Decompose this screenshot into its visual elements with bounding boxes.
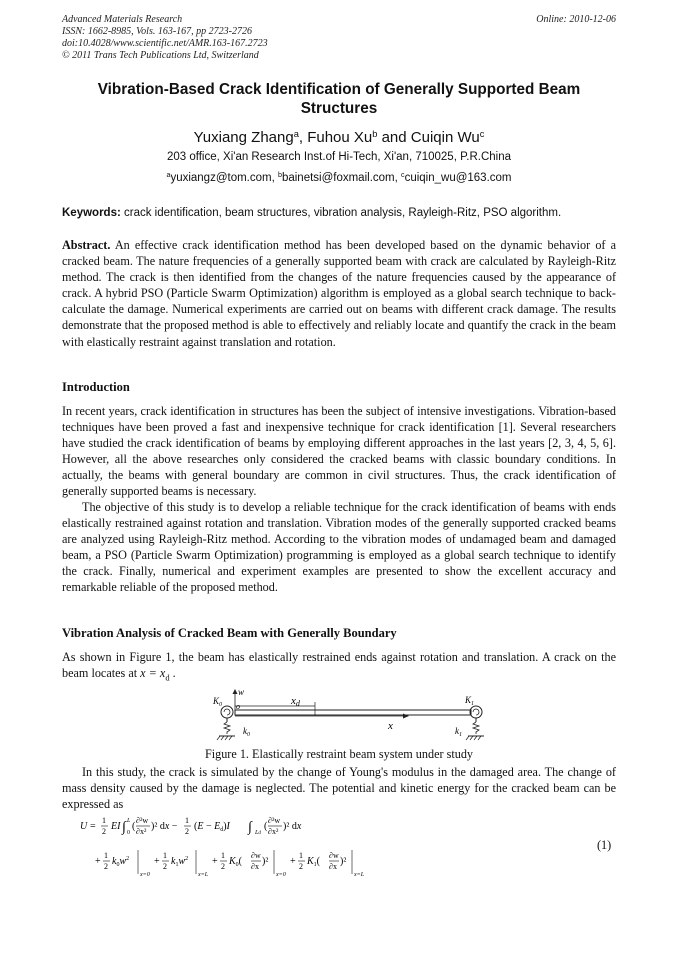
- svg-text:2: 2: [163, 862, 167, 871]
- beam-figure: [205, 686, 495, 748]
- keywords: [62, 207, 616, 219]
- intro-paragraph-1: In recent years, crack identification in structures has been the subject of intensive investigations. Vibration-based techniques have been proved a fast and inexpensive technique for crack identification [1]. Several researchers have studied the crack identification of beams by employing different approaches in the last years [2, 3, 4, 5, 6]. However, all the above researches only considered the cracked beams with classic boundary conditions. In actually, the beams with general boundary are common in civil structures. Thus, the crack identification of generally supported beams is necessary.: [62, 404, 616, 499]
- beam: [235, 710, 471, 715]
- svg-text:2: 2: [104, 862, 108, 871]
- vibration-paragraph-1: [62, 649, 616, 686]
- equation-number: (1): [597, 838, 612, 852]
- svg-text:0: 0: [127, 830, 130, 836]
- svg-text:∂²w: ∂²w: [268, 816, 281, 825]
- email-2: bainetsi@foxmail.com,: [281, 172, 402, 184]
- section-heading-vibration: Vibration Analysis of Cracked Beam with Generally Boundary: [62, 626, 397, 640]
- copyright-line: © 2011 Trans Tech Publications Ltd, Switzerland: [62, 50, 259, 61]
- svg-text:Ld: Ld: [255, 830, 261, 836]
- svg-text:∂²w: ∂²w: [136, 816, 149, 825]
- svg-text:+: +: [154, 856, 160, 867]
- label-w: w: [238, 687, 245, 697]
- journal-name: Advanced Materials Research: [62, 14, 183, 25]
- svg-text:∂w: ∂w: [251, 851, 261, 860]
- vib-p1-end: .: [169, 666, 176, 681]
- svg-text:)² dx: )² dx: [283, 821, 302, 832]
- svg-text:x=L: x=L: [354, 872, 365, 878]
- author-3-sup: c: [479, 128, 485, 139]
- svg-text:(: (: [264, 821, 268, 832]
- crack-location-sub: d: [165, 672, 170, 683]
- left-rotational-spring-icon: [221, 706, 233, 718]
- svg-text:∂x²: ∂x²: [136, 827, 147, 836]
- label-K1: $K_1$: [465, 695, 475, 707]
- svg-text:+: +: [212, 856, 218, 867]
- svg-text:x=0: x=0: [276, 872, 286, 878]
- author-3: Cuiqin Wu: [410, 129, 480, 146]
- author-2-sup: b: [372, 128, 378, 139]
- vib-p1-text: As shown in Figure 1, the beam has elastically restrained ends against rotation and translation. A crack on the beam locates at: [62, 650, 616, 681]
- svg-text:)²: )²: [340, 856, 347, 867]
- svg-text:∂x: ∂x: [251, 862, 259, 871]
- svg-text:2: 2: [185, 827, 189, 836]
- label-k1: $k_1$: [455, 726, 462, 738]
- intro-paragraph-2: The objective of this study is to develop a reliable technique for the crack identification of beams with ends elastically restrained against rotation and translation. Vibration modes of the generally supported cracked beams are analyzed using Rayleigh-Ritz method. According to the vibration modes of undamaged beam and damaged beam, a PSO (Particle Swarm Optimization) programming is employed as a global search technique to identify the crack. Finally, numerical and experiment examples are presented to show the excellent accuracy and remarkable reliable of the proposed method.: [62, 500, 616, 595]
- abstract-text: An effective crack identification method has been developed based on the dynamic behavior of a cracked beam. The nature frequencies of a generally supported beam with crack are calculated by Rayleigh-Ritz method. The crack is then identified from the changes of the nature frequencies caused by the appearance of crack. A hybrid PSO (Particle Swarm Optimization) algorithm is employed as a global search technique to back-calculate the damage. Numerical experiments are carried out on beams with different crack damage. The results demonstrate that the proposed method is able to effectively and reliably locate and quantify the crack in the beam with elastically restraint against translation and rotation.: [62, 238, 616, 349]
- author-list: [62, 129, 616, 146]
- svg-text:k0w2: $k_0w^2$: [112, 856, 130, 868]
- svg-text:2: 2: [221, 862, 225, 871]
- label-K0: $K_0$: [213, 696, 223, 708]
- label-x: x: [388, 720, 393, 732]
- section-heading-introduction: Introduction: [62, 380, 130, 394]
- author-sep: and: [377, 129, 411, 146]
- svg-text:+: +: [95, 856, 101, 867]
- svg-text:1: 1: [299, 851, 303, 860]
- author-1: Yuxiang Zhang: [193, 129, 294, 146]
- svg-text:U: U: [80, 821, 88, 832]
- svg-text:(E − Ed)I: $(E - E_d)I$: [194, 821, 230, 833]
- keywords-label: Keywords:: [62, 207, 121, 219]
- svg-text:k1w2: $k_1w^2$: [171, 856, 189, 868]
- figure-caption: Figure 1. Elastically restraint beam system under study: [204, 747, 474, 761]
- svg-text:EI: EI: [111, 821, 121, 832]
- svg-text:+: +: [290, 856, 296, 867]
- right-rotational-spring-icon: [470, 706, 482, 718]
- online-date: Online: 2010-12-06: [536, 14, 616, 25]
- svg-text:∂x: ∂x: [329, 862, 337, 871]
- paper-title: Vibration-Based Crack Identification of Generally Supported Beam Structures: [97, 81, 581, 117]
- keywords-text: crack identification, beam structures, vibration analysis, Rayleigh-Ritz, PSO algorithm.: [120, 207, 562, 219]
- vibration-paragraph-2: In this study, the crack is simulated by the change of Young's modulus in the damaged area. The change of mass density caused by the damage is neglected. The potential and kinetic energy for the cracked beam can be expressed as: [62, 765, 616, 812]
- svg-text:1: 1: [104, 851, 108, 860]
- author-sep: ,: [298, 129, 308, 146]
- right-translational-spring-icon: [473, 722, 479, 734]
- svg-text:2: 2: [299, 862, 303, 871]
- label-k0: $k_0$: [243, 726, 250, 738]
- email-3-sup: c: [401, 171, 405, 180]
- svg-text:1: 1: [102, 816, 106, 825]
- svg-text:K1(: $K_1$(: [307, 856, 321, 868]
- svg-text:K0(: $K_0$(: [229, 856, 243, 868]
- svg-text:∂x²: ∂x²: [268, 827, 279, 836]
- svg-text:x=L: x=L: [198, 872, 209, 878]
- issn-line: ISSN: 1662-8985, Vols. 163-167, pp 2723-2726: [62, 26, 252, 37]
- label-xd: xd: [291, 695, 300, 708]
- svg-text:1: 1: [185, 816, 189, 825]
- svg-text:x=0: x=0: [140, 872, 150, 878]
- email-1: yuxiangz@tom.com,: [170, 172, 278, 184]
- email-2-sup: b: [277, 171, 282, 180]
- label-origin: o: [236, 702, 240, 711]
- abstract-label: Abstract.: [62, 238, 111, 252]
- abstract: [62, 237, 616, 350]
- crack-location-eq: x = x: [140, 666, 166, 681]
- left-translational-spring-icon: [224, 722, 230, 734]
- energy-equation: [80, 812, 380, 887]
- email-1-sup: a: [166, 171, 171, 180]
- svg-text:∫: ∫: [122, 820, 126, 835]
- svg-text:=: =: [90, 821, 96, 832]
- svg-text:)²: )²: [262, 856, 269, 867]
- doi-line: doi:10.4028/www.scientific.net/AMR.163-167.2723: [62, 38, 268, 49]
- svg-text:1: 1: [221, 851, 225, 860]
- svg-text:∂w: ∂w: [329, 851, 339, 860]
- svg-text:2: 2: [102, 827, 106, 836]
- svg-text:L: L: [127, 818, 131, 824]
- svg-text:∫: ∫: [248, 820, 252, 835]
- affiliation: 203 office, Xi'an Research Inst.of Hi-Tech, Xi'an, 710025, P.R.China: [166, 151, 512, 163]
- svg-text:(: (: [132, 821, 136, 832]
- author-2: Fuhou Xu: [307, 129, 373, 146]
- svg-text:1: 1: [163, 851, 167, 860]
- email-list: [62, 172, 616, 184]
- author-1-sup: a: [293, 128, 299, 139]
- svg-text:)² dx −: )² dx −: [151, 821, 178, 832]
- email-3: cuiqin_wu@163.com: [404, 172, 512, 184]
